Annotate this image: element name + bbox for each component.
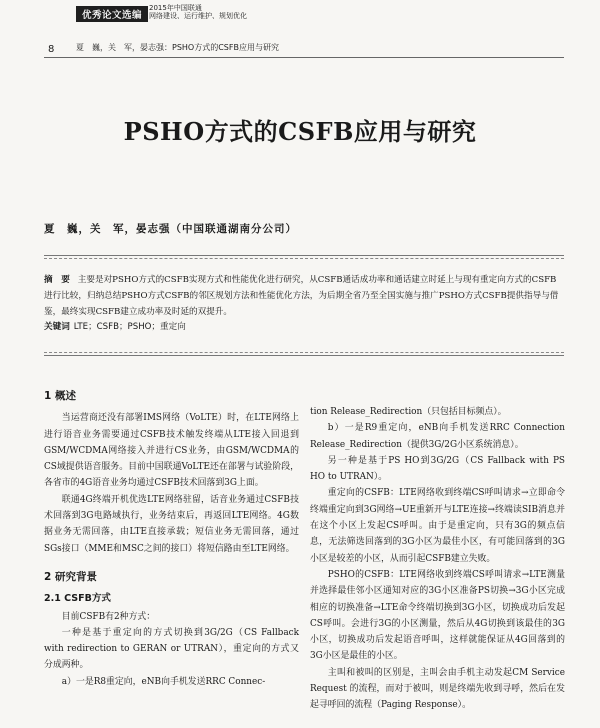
issue-info [149, 4, 247, 20]
abstract-label: 摘 要 [44, 275, 70, 285]
abstract-top-rule [44, 255, 564, 256]
abstract-text: 主要是对PSHO方式的CSFB实现方式和性能优化进行研究，从CSFB通话成功率和通话建立时延上与现有重定向方式的CSFB进行比较，归纳总结PSHO方式CSFB的邻区规划方法和性能优化方法，为后期全省乃至全国实施与推广PSHO方式CSFB提供指导与借鉴，最终实现CSFB建立成功率及时延的双提升。 [44, 275, 559, 317]
author-line: 夏 巍，关 军，晏志强（中国联通湖南分公司） [44, 223, 297, 235]
column-badge: 优秀论文选编 [76, 6, 148, 22]
section-1-heading: 1 概述 [44, 390, 76, 402]
paragraph: a）一是R8重定向，eNB向手机发送RRC Connec- [61, 676, 266, 687]
abstract-bottom-dashed-rule [44, 352, 564, 353]
paragraph: 目前CSFB有2种方式： [61, 611, 156, 622]
left-column [44, 388, 299, 690]
running-title: 夏 巍，关 军，晏志强：PSHO方式的CSFB应用与研究 [76, 43, 279, 52]
paragraph: b）一是R9重定向，eNB向手机发送RRC Connection Release_Redirection（提供3G/2G小区系统消息）。 [310, 423, 565, 450]
keywords-label: 关键词 [44, 322, 70, 332]
paragraph: 一种是基于重定向的方式切换到3G/2G（CS Fallback with redirection to GERAN or UTRAN），重定向的方式又分成两种。 [44, 627, 299, 671]
issue-line-1: 2015年中国联通 [149, 4, 202, 12]
page-number: 8 [48, 44, 55, 55]
abstract-bottom-rule [44, 355, 564, 356]
paragraph: 联通4G终端开机优选LTE网络驻留，话音业务通过CSFB技术回落到3G电路域执行，业务结束后，再返回LTE网络。4G数据业务无需回落，由LTE直接承载；短信业务无需回落，通过SGs接口（MME和MSC之间的接口）将短信路由至LTE网络。 [44, 494, 299, 554]
paragraph: PSHO的CSFB：LTE网络收到终端CS呼叫请求→LTE测量并选择最佳邻小区通知对应的3G小区准备PS切换→3G小区完成相应的切换准备→LTE命令终端切换到3G小区，切换成功后发起CS呼叫。会进行3G的小区测量，然后从4G切换到该最佳的3G小区，切换成功后发起语音呼叫，这样就能保证从4G回落到的3G小区是最佳的小区。 [310, 569, 565, 662]
abstract-top-dashed-rule [44, 258, 564, 259]
paragraph: 另一种是基于PS HO到3G/2G（CS Fallback with PS HO to UTRAN）。 [310, 455, 565, 483]
section-2-1-heading: 2.1 CSFB方式 [44, 593, 111, 605]
paper-title: PSHO方式的CSFB应用与研究 [123, 117, 477, 146]
paragraph: tion Release_Redirection（只包括目标频点）。 [310, 407, 507, 417]
header-divider [44, 57, 564, 58]
paragraph: 重定向的CSFB：LTE网络收到终端CS呼叫请求→立即命令终端重定向到3G网络→UE重新开与LTE连接→终端读SIB消息并在这个小区上发起CS呼叫。由于是重定向，只有3G的频点信息，无法筛选回落到的3G小区为最佳小区，有可能回落到的3G小区是较差的小区，从而引起CSFB建立失败。 [310, 488, 565, 564]
section-2-heading: 2 研究背景 [44, 570, 97, 583]
paragraph: 当运营商还没有部署IMS网络（VoLTE）时，在LTE网络上进行语音业务需要通过CSFB技术触发终端从LTE接入回退到GSM/WCDMA网络接入并进行CS业务，由GSM/WCDMA的CS域提供语音服务。目前中国联通VoLTE还在部署与试验阶段，各省市的4G语音业务均通过CSFB技术回落到3G上面。 [44, 413, 299, 489]
abstract [44, 272, 562, 320]
right-column [310, 404, 565, 714]
paragraph: 主叫和被叫的区别是，主叫会由手机主动发起CM Service Request 的流程，而对于被叫，则是终端先收到寻呼，然后在发起寻呼回的流程（Paging Response）。 [310, 667, 565, 711]
keywords [44, 320, 186, 332]
issue-line-2: 网络建设、运行维护、规划优化 [149, 12, 247, 20]
keywords-text: LTE；CSFB；PSHO；重定向 [73, 322, 186, 332]
